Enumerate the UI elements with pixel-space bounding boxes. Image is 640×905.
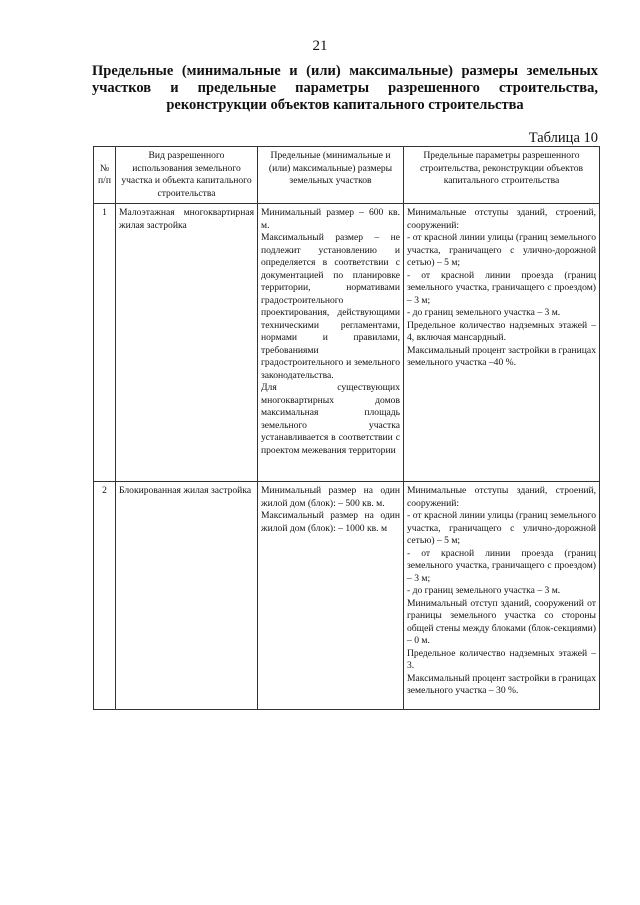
land-sizes-cell xyxy=(258,482,404,710)
param-line: Минимальный отступ зданий, сооружений от границы земельного участка со стороны общей стены между блоками (блок-секциями) – 0 м. xyxy=(407,597,596,646)
param-line: Предельное количество надземных этажей – 3. xyxy=(407,647,596,671)
param-line: Максимальный процент застройки в границах земельного участка –40 %. xyxy=(407,344,596,368)
param-line: - до границ земельного участка – 3 м. xyxy=(407,307,561,318)
table-row xyxy=(94,204,600,482)
table-row xyxy=(94,482,600,710)
param-line: - от красной линии проезда (границ земельного участка, граничащего с проездом) – 3 м; xyxy=(407,269,596,306)
param-line: - от красной линии проезда (границ земельного участка, граничащего с проездом) – 3 м; xyxy=(407,547,596,584)
use-type-cell: Блокированная жилая застройка xyxy=(116,482,258,710)
size-line: Максимальный размер на один жилой дом (блок): – 1000 кв. м xyxy=(261,510,400,534)
page-number: 21 xyxy=(312,38,328,54)
table-caption: Таблица 10 xyxy=(528,130,598,146)
row-number: 2 xyxy=(94,482,116,710)
size-line: Минимальный размер на один жилой дом (блок): – 500 кв. м. xyxy=(261,485,400,509)
size-line: Для существующих многоквартирных домов максимальная площадь земельного участка устанавливается в соответствии с проектом межевания территории xyxy=(261,382,400,456)
zoning-parameters-table xyxy=(93,146,600,710)
use-type-cell: Малоэтажная многоквартирная жилая застройка xyxy=(116,204,258,482)
header-land-sizes: Предельные (минимальные и (или) максимальные) размеры земельных участков xyxy=(258,147,404,204)
table-header-row xyxy=(94,147,600,204)
construction-params-cell xyxy=(404,204,600,482)
document-heading: Предельные (минимальные и (или) максимальные) размеры земельных участков и предельные параметры разрешенного строительства, реконструкции объектов капитального строительства xyxy=(92,63,598,113)
header-use-type: Вид разрешенного использования земельного участка и объекта капитального строительства xyxy=(116,147,258,204)
construction-params-cell xyxy=(404,482,600,710)
param-line: Минимальные отступы зданий, строений, сооружений: xyxy=(407,207,596,231)
size-line: Минимальный размер – 600 кв. м. xyxy=(261,207,400,231)
param-line: - до границ земельного участка – 3 м. xyxy=(407,585,561,596)
param-line: Минимальные отступы зданий, строений, сооружений: xyxy=(407,485,596,509)
land-sizes-cell xyxy=(258,204,404,482)
param-line: - от красной линии улицы (границ земельного участка, граничащего с улично-дорожной сетью) – 5 м; xyxy=(407,510,596,546)
row-number: 1 xyxy=(94,204,116,482)
param-line: Предельное количество надземных этажей – 4, включая мансардный. xyxy=(407,319,596,343)
size-line: Максимальный размер – не подлежит установлению и определяется в соответствии с документацией по планировке территории, нормативами градостроительного проектирования, действующими техническими регламентами, нормами и правилами, требованиями градостроительного и земельного законодательства. xyxy=(261,232,400,381)
param-line: Максимальный процент застройки в границах земельного участка – 30 %. xyxy=(407,672,596,696)
header-construction-params: Предельные параметры разрешенного строительства, реконструкции объектов капитального строительства xyxy=(404,147,600,204)
param-line: - от красной линии улицы (границ земельного участка, граничащего с улично-дорожной сетью) – 5 м; xyxy=(407,232,596,268)
header-number: № п/п xyxy=(94,147,116,204)
